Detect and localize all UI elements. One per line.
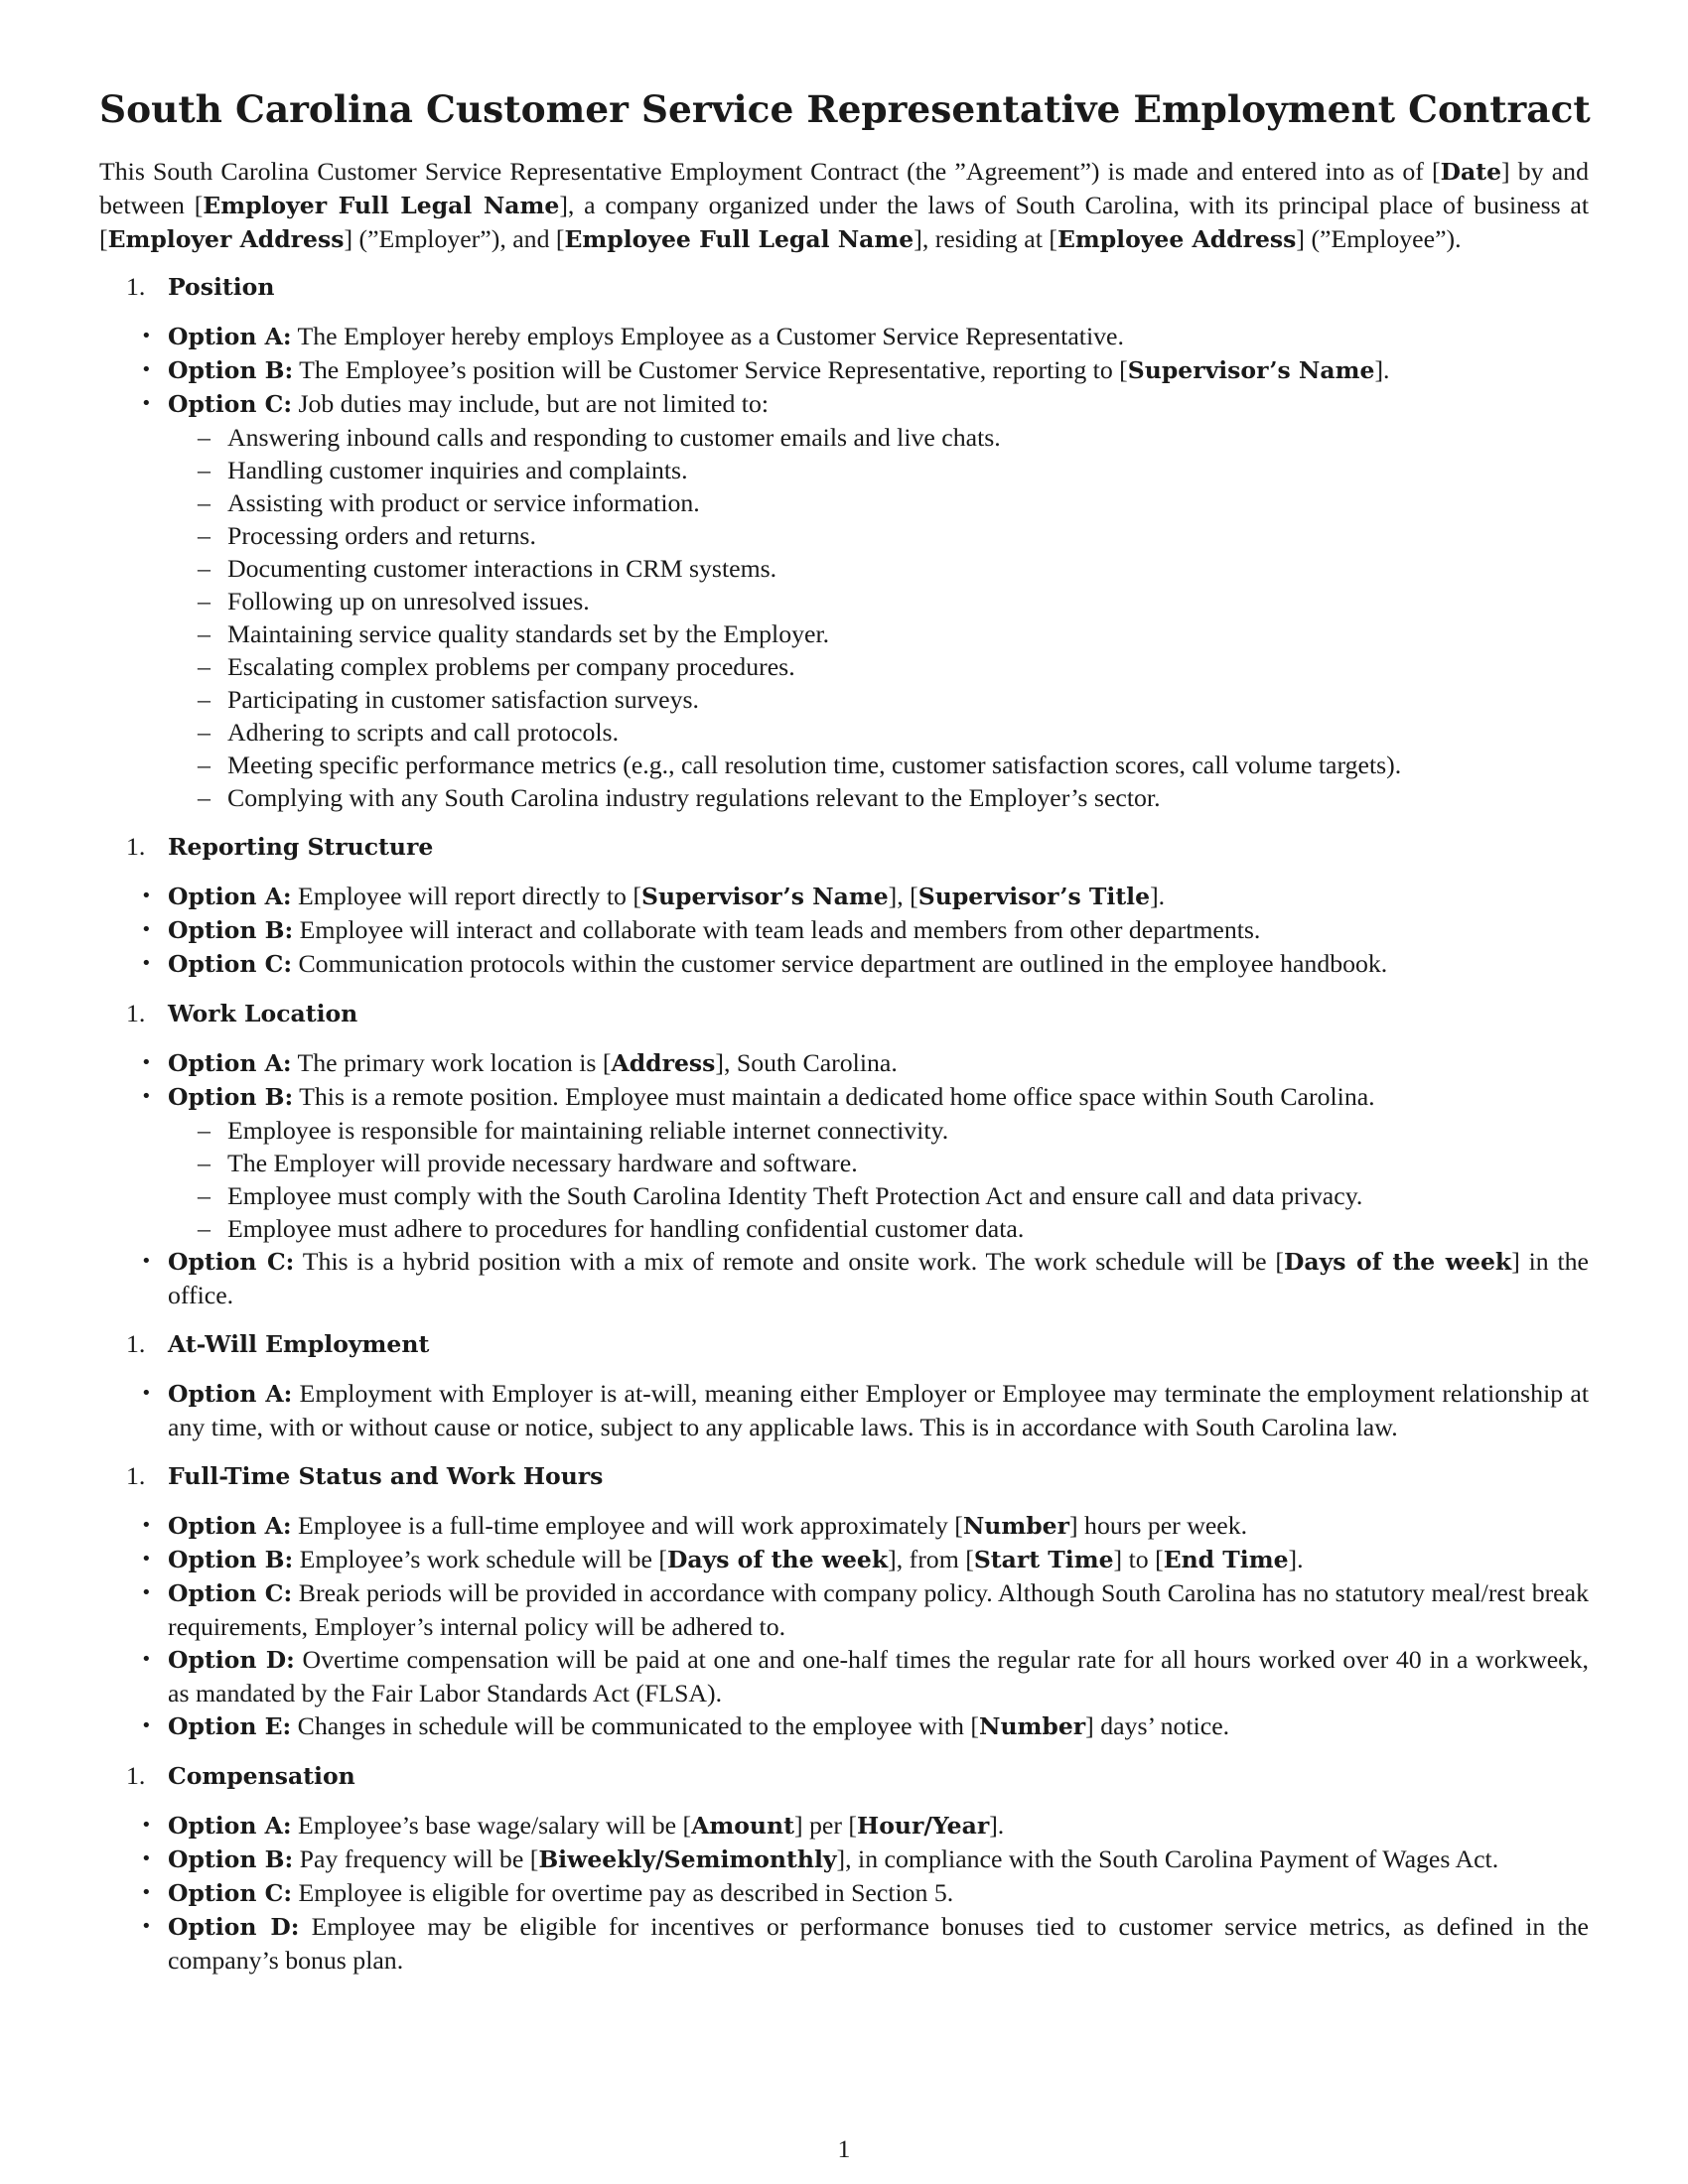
- section-heading-reporting: 1. Reporting Structure: [126, 832, 434, 861]
- list-item: – Handling customer inquiries and complaints.: [198, 456, 688, 484]
- atwill-options: [99, 1377, 1589, 1443]
- hours-option-a: • Option A: Employee is a full-time employee and will work approximately [Number] hours per week.: [141, 1511, 1248, 1540]
- section-heading-position: 1. Position: [126, 272, 275, 301]
- location-option-c: • Option C: This is a hybrid position with a mix of remote and onsite work. The work schedule will be [Days of the week] in the office.: [141, 1247, 1589, 1309]
- duties-list: [168, 421, 1589, 814]
- hours-option-b: • Option B: Employee’s work schedule will be [Days of the week], from [Start Time] to [End Time].: [141, 1545, 1304, 1573]
- reporting-option-a: • Option A: Employee will report directly to [Supervisor’s Name], [Supervisor’s Title].: [141, 882, 1166, 910]
- remote-requirements-list: [168, 1114, 1589, 1245]
- page-number: 1: [837, 2134, 851, 2163]
- location-option-b: • Option B: This is a remote position. Employee must maintain a dedicated home office space within South Carolina. – Employee is responsible for maintaining reliable internet connectivity. – The Employer will provide necessary hardware and software. – Employee must comply with the South Carolina Identity Theft Protection Act and ensure call and data privacy. – Employee must adhere to procedures for handling confidential customer data.: [99, 1080, 1589, 1245]
- list-item: – Participating in customer satisfaction surveys.: [198, 685, 699, 714]
- atwill-option-a: • Option A: Employment with Employer is at-will, meaning either Employer or Employee may terminate the employment relationship at any time, with or without cause or notice, subject to any applicable laws. This is in accordance with South Carolina law.: [141, 1379, 1589, 1441]
- reporting-options: [99, 880, 1589, 981]
- list-item: – Escalating complex problems per company procedures.: [198, 652, 795, 681]
- compensation-option-b: • Option B: Pay frequency will be [Biweekly/Semimonthly], in compliance with the South Carolina Payment of Wages Act.: [141, 1844, 1499, 1873]
- list-item: – Employee must adhere to procedures for handling confidential customer data.: [198, 1214, 1025, 1243]
- position-option-a: • Option A: The Employer hereby employs Employee as a Customer Service Representative.: [141, 322, 1124, 350]
- compensation-option-a: • Option A: Employee’s base wage/salary will be [Amount] per [Hour/Year].: [141, 1811, 1005, 1840]
- hours-option-d: • Option D: Overtime compensation will be paid at one and one-half times the regular rate for all hours worked over 40 in a workweek, as mandated by the Fair Labor Standards Act (FLSA).: [141, 1645, 1589, 1707]
- supervisor-name-field: Supervisor’s Name: [1127, 356, 1375, 384]
- list-item: – Meeting specific performance metrics (e.g., call resolution time, customer satisfaction scores, call volume targets).: [198, 751, 1402, 779]
- contract-page: [99, 87, 1589, 1992]
- position-option-b: • Option B: The Employee’s position will be Customer Service Representative, reporting to [Supervisor’s Name].: [141, 355, 1390, 384]
- position-option-c: • Option C: Job duties may include, but are not limited to: – Answering inbound calls and responding to customer emails and live chats. – Handling customer inquiries and complaints. – Assisting with product or service information. – Processing orders and returns. – Documenting customer interactions in CRM systems. – Following up on unresolved issues. – Maintaining service quality standards set by the Employer. – Escalating complex problems per company procedures. – Participating in customer satisfaction surveys. – Adhering to scripts and call protocols. – Meeting specific performance metrics (e.g., call resolution time, customer satisfaction scores, call volume targets). – Complying with any South Carolina industry regulations relevant to the Employer’s sector.: [99, 387, 1589, 814]
- list-item: – Assisting with product or service information.: [198, 488, 700, 517]
- list-item: – The Employer will provide necessary hardware and software.: [198, 1149, 858, 1177]
- document-title: South Carolina Customer Service Representative Employment Contract: [99, 87, 1591, 131]
- list-item: – Complying with any South Carolina industry regulations relevant to the Employer’s sector.: [198, 783, 1161, 812]
- list-item: – Employee is responsible for maintaining reliable internet connectivity.: [198, 1116, 949, 1145]
- position-options: [99, 320, 1589, 814]
- list-item: – Following up on unresolved issues.: [198, 587, 590, 615]
- location-option-a: • Option A: The primary work location is [Address], South Carolina.: [141, 1048, 898, 1077]
- section-heading-atwill: 1. At-Will Employment: [126, 1329, 430, 1358]
- hours-option-e: • Option E: Changes in schedule will be communicated to the employee with [Number] days’ notice.: [141, 1711, 1230, 1740]
- list-item: – Answering inbound calls and responding to customer emails and live chats.: [198, 423, 1001, 452]
- hours-options: [99, 1509, 1589, 1743]
- compensation-option-c: • Option C: Employee is eligible for overtime pay as described in Section 5.: [141, 1878, 954, 1907]
- reporting-option-b: • Option B: Employee will interact and collaborate with team leads and members from other departments.: [141, 915, 1261, 944]
- section-heading-location: 1. Work Location: [126, 999, 358, 1027]
- location-options: [99, 1046, 1589, 1311]
- intro-paragraph: This South Carolina Customer Service Representative Employment Contract (the ”Agreement”) is made and entered into as of [Date] by and between [Employer Full Legal Name], a company organized under the laws of South Carolina, with its principal place of business at [Employer Address] (”Employer”), and [Employee Full Legal Name], residing at [Employee Address] (”Employee”).: [99, 157, 1590, 253]
- reporting-option-c: • Option C: Communication protocols within the customer service department are outlined in the employee handbook.: [141, 949, 1388, 978]
- employer-address-field: Employer Address: [107, 225, 345, 253]
- compensation-options: [99, 1809, 1589, 1977]
- list-item: – Employee must comply with the South Carolina Identity Theft Protection Act and ensure call and data privacy.: [198, 1181, 1363, 1210]
- section-heading-hours: 1. Full-Time Status and Work Hours: [126, 1461, 604, 1490]
- employee-address-field: Employee Address: [1056, 225, 1297, 253]
- list-item: – Adhering to scripts and call protocols.: [198, 718, 620, 747]
- list-item: – Processing orders and returns.: [198, 521, 536, 550]
- compensation-option-d: • Option D: Employee may be eligible for incentives or performance bonuses tied to customer service metrics, as defined in the company’s bonus plan.: [141, 1912, 1589, 1975]
- list-item: – Documenting customer interactions in CRM systems.: [198, 554, 777, 583]
- employer-name-field: Employer Full Legal Name: [203, 192, 560, 219]
- hours-option-c: • Option C: Break periods will be provided in accordance with company policy. Although South Carolina has no statutory meal/rest break requirements, Employer’s internal policy will be adhered to.: [141, 1578, 1589, 1641]
- section-heading-compensation: 1. Compensation: [126, 1761, 355, 1790]
- employee-name-field: Employee Full Legal Name: [564, 225, 914, 253]
- list-item: – Maintaining service quality standards set by the Employer.: [198, 619, 830, 648]
- date-field: Date: [1440, 158, 1502, 186]
